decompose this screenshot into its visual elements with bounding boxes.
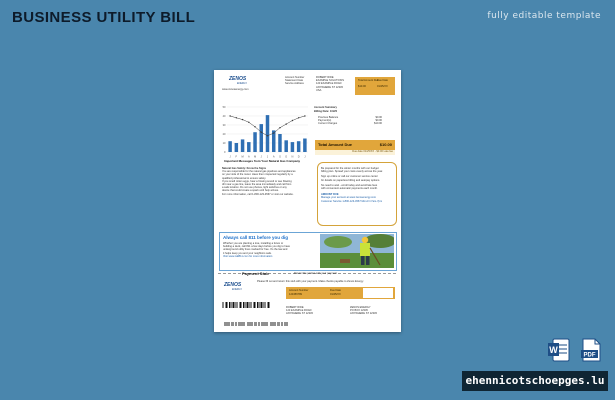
- chart-x-tick-label: J: [229, 155, 231, 159]
- address-line: 123 EXAMPLE ROAD: [316, 82, 342, 86]
- chart-bar: [297, 141, 300, 152]
- message-line: for details on paperless billing and autopay options.: [321, 178, 380, 182]
- stub-col1-label: Account Number: [289, 289, 309, 292]
- amount-due-value: $10.00: [358, 85, 366, 88]
- stub-remit-to: [350, 306, 377, 316]
- summary-value: $0.00: [375, 116, 382, 119]
- chart-y-tick-label: 40: [222, 115, 226, 118]
- stub-col2-label: Due Date: [330, 289, 341, 292]
- total-due-note: Due date 01/25/XX - $3.00 Late fee: [315, 150, 395, 155]
- chart-bar: [260, 124, 263, 152]
- chart-bar: [228, 141, 231, 152]
- chart-line-point: [298, 117, 299, 118]
- message-line: Sign up online or call our customer service center: [321, 175, 378, 179]
- chart-line-point: [273, 132, 274, 133]
- address-line: USA: [316, 88, 322, 92]
- call-811-line: building a deck, call 811 a few days before you dig to have: [223, 245, 291, 249]
- company-site: www.zenosenergy.com: [222, 88, 249, 91]
- sender-line: 123 EXAMPLE ROAD: [286, 309, 312, 313]
- chart-bar: [247, 142, 250, 152]
- due-date-label: Due Date: [377, 79, 388, 82]
- call-811-link[interactable]: Visit www.call811.com for more information: [223, 254, 273, 258]
- chart-bar: [266, 115, 269, 152]
- sender-line: ROBERT RIDE: [286, 306, 304, 309]
- payment-stub-hint: Return this portion with your payment: [294, 272, 337, 275]
- summary-value: $0.00: [375, 119, 382, 123]
- message-box: [317, 162, 397, 226]
- chart-line-point: [285, 123, 286, 124]
- stub-company-logo-sub: ENERGY: [232, 288, 243, 291]
- account-label: Account Number: [285, 76, 305, 79]
- address-line: ROBERT RIDE: [316, 76, 334, 79]
- stub-col1-value: 123456789: [289, 293, 302, 296]
- svg-text:PDF: PDF: [583, 352, 596, 359]
- message-line: Be prepared for the winter months with our budget: [321, 167, 379, 170]
- message-link[interactable]: Manage your account at www.zenosenergy.com: [321, 196, 377, 200]
- amount-due-box: [355, 77, 395, 95]
- chart-line-point: [292, 120, 293, 121]
- address-line: ANYWHERE ST 12345: [316, 85, 343, 89]
- company-logo-sub: ENERGY: [237, 82, 248, 85]
- important-line: If you smell rotten eggs, hear a hissing sound or see blowing: [222, 179, 292, 183]
- message-link-title: AMOUNT DUE: [321, 193, 339, 197]
- chart-line-point: [229, 115, 230, 116]
- important-body: [222, 167, 316, 196]
- barcode: [222, 302, 270, 308]
- summary-value: $10.00: [374, 122, 382, 126]
- message-line: No need to wait - enroll today and avoid late fees: [321, 183, 378, 187]
- chart-x-tick-label: J: [260, 155, 262, 159]
- chart-bar: [235, 143, 238, 152]
- important-line: You are responsible for the natural gas pipelines and appliances: [222, 170, 296, 174]
- amount-due-label: Total Amount Due: [358, 79, 379, 82]
- remit-line: ZENOS ENERGY: [350, 306, 371, 309]
- chart-x-tick-label: J: [304, 155, 306, 159]
- payment-stub-title: Payment Stub: [242, 271, 269, 276]
- stub-col2-value: 01/25/XX: [330, 293, 341, 296]
- summary-row: [318, 122, 382, 125]
- account-labels: [285, 76, 304, 86]
- message-line: billing plan. Spread your costs evenly across the year.: [321, 170, 383, 174]
- service-address: [316, 76, 344, 92]
- chart-bar: [284, 140, 287, 152]
- call-811-line: underground utility lines marked for free. It's the law and: [223, 248, 288, 252]
- chart-y-tick-label: 50: [222, 106, 226, 109]
- call-811-line: it helps keep you and your neighbors safe.: [223, 251, 272, 255]
- pdf-icon[interactable]: [580, 338, 602, 362]
- bill-document: [214, 70, 401, 332]
- chart-line-point: [242, 119, 243, 120]
- important-line: Natural Gas Safety: Know the Signs: [222, 167, 267, 170]
- chart-x-tick-label: A: [247, 155, 250, 159]
- chart-x-tick-label: J: [266, 155, 269, 159]
- important-line: dirt near a gas line, leave the area immediately and call from: [222, 183, 292, 187]
- total-due-label: Total Amount Due: [318, 142, 352, 147]
- summary-rows: [318, 116, 382, 126]
- chart-x-tick-label: F: [235, 155, 238, 159]
- chart-x-tick-label: M: [253, 155, 257, 159]
- chart-x-tick-label: D: [297, 155, 300, 159]
- chart-x-tick-label: M: [241, 155, 244, 159]
- page-subtitle: fully editable template: [487, 11, 601, 21]
- worker-digging-photo: [320, 234, 394, 268]
- company-logo: ZENOS: [229, 76, 247, 82]
- important-line: on your side of the meter. Have them inspected regularly by a: [222, 173, 293, 177]
- chart-bar: [241, 139, 244, 152]
- chart-x-tick-label: N: [291, 155, 294, 159]
- usage-chart: [217, 104, 311, 160]
- message-line: with convenient automatic payments each month.: [321, 187, 378, 191]
- stub-sender: [286, 306, 313, 316]
- billing-period: Billing Date: 1/4/20: [314, 110, 338, 113]
- summary-label: Previous Balance: [318, 116, 339, 119]
- word-icon[interactable]: [548, 338, 570, 362]
- chart-x-tick-label: S: [279, 155, 281, 159]
- important-line: device that could create a spark until help arrives.: [222, 189, 279, 193]
- page-title: BUSINESS UTILITY BILL: [12, 9, 196, 26]
- svg-text:W: W: [549, 345, 558, 355]
- chart-x-tick-label: O: [285, 155, 288, 159]
- remit-line: ANYWHERE ST 12345: [350, 312, 377, 316]
- important-title: Important Messages from Your Natural Gas Company: [224, 159, 301, 163]
- chart-y-tick-label: 30: [222, 124, 226, 127]
- call-811-body: [223, 242, 318, 258]
- call-811-box: [219, 232, 397, 271]
- total-due-bar: [315, 140, 395, 150]
- stub-note: Please fill out and return this stub with your payment. Make checks payable to Zenos Energy.: [257, 280, 364, 283]
- chart-bar: [291, 142, 294, 152]
- chart-line-point: [261, 132, 262, 133]
- chart-y-tick-label: 10: [222, 142, 226, 145]
- account-label: Service Address: [285, 82, 304, 86]
- important-line: qualified professional to ensure safety.: [222, 176, 267, 180]
- call-811-title: Always call 811 before you dig: [223, 235, 289, 240]
- chart-x-tick-label: A: [272, 155, 275, 159]
- remit-line: PO BOX 12345: [350, 309, 368, 313]
- message-body: [321, 167, 394, 203]
- message-link[interactable]: Customer Service 1-800-123-4567 Mon-Fri 7am-7pm: [321, 199, 383, 203]
- account-summary-title: Account Summary: [314, 106, 337, 109]
- due-date-value: 01/25/XX: [377, 85, 388, 88]
- total-due-value: $10.00: [379, 142, 392, 147]
- summary-label: Current Charges: [318, 122, 338, 126]
- chart-bar: [253, 132, 256, 152]
- chart-bar: [278, 134, 281, 152]
- call-811-line: Whether you are planting a tree, installing a fence or: [223, 242, 284, 245]
- postal-barcode: [224, 322, 288, 326]
- important-line: a safe location. Do not use phones, light switches or any: [222, 186, 287, 190]
- chart-line-point: [267, 135, 268, 136]
- chart-line-point: [254, 126, 255, 127]
- chart-line-point: [236, 117, 237, 118]
- important-line: For more information, call 1-800-123-4567 or visit our website.: [222, 192, 294, 196]
- stub-amount-field[interactable]: [363, 288, 393, 298]
- chart-y-tick-label: 20: [222, 133, 226, 136]
- chart-line-point: [304, 115, 305, 116]
- address-line: EXAMPLE SOLUTIONS: [316, 79, 344, 83]
- summary-label: Payment(s): [318, 119, 332, 123]
- stub-company-logo: ZENOS: [224, 282, 242, 288]
- chart-line-point: [248, 122, 249, 123]
- chart-y-tick-label: 0: [224, 151, 226, 154]
- account-label: Statement Date: [285, 79, 304, 83]
- sender-line: ANYWHERE ST 12345: [286, 312, 313, 316]
- stub-summary-box: [286, 287, 395, 299]
- website-badge[interactable]: ehennicotschoepges.lu: [462, 371, 608, 391]
- chart-bar: [303, 139, 306, 153]
- chart-line-point: [279, 127, 280, 128]
